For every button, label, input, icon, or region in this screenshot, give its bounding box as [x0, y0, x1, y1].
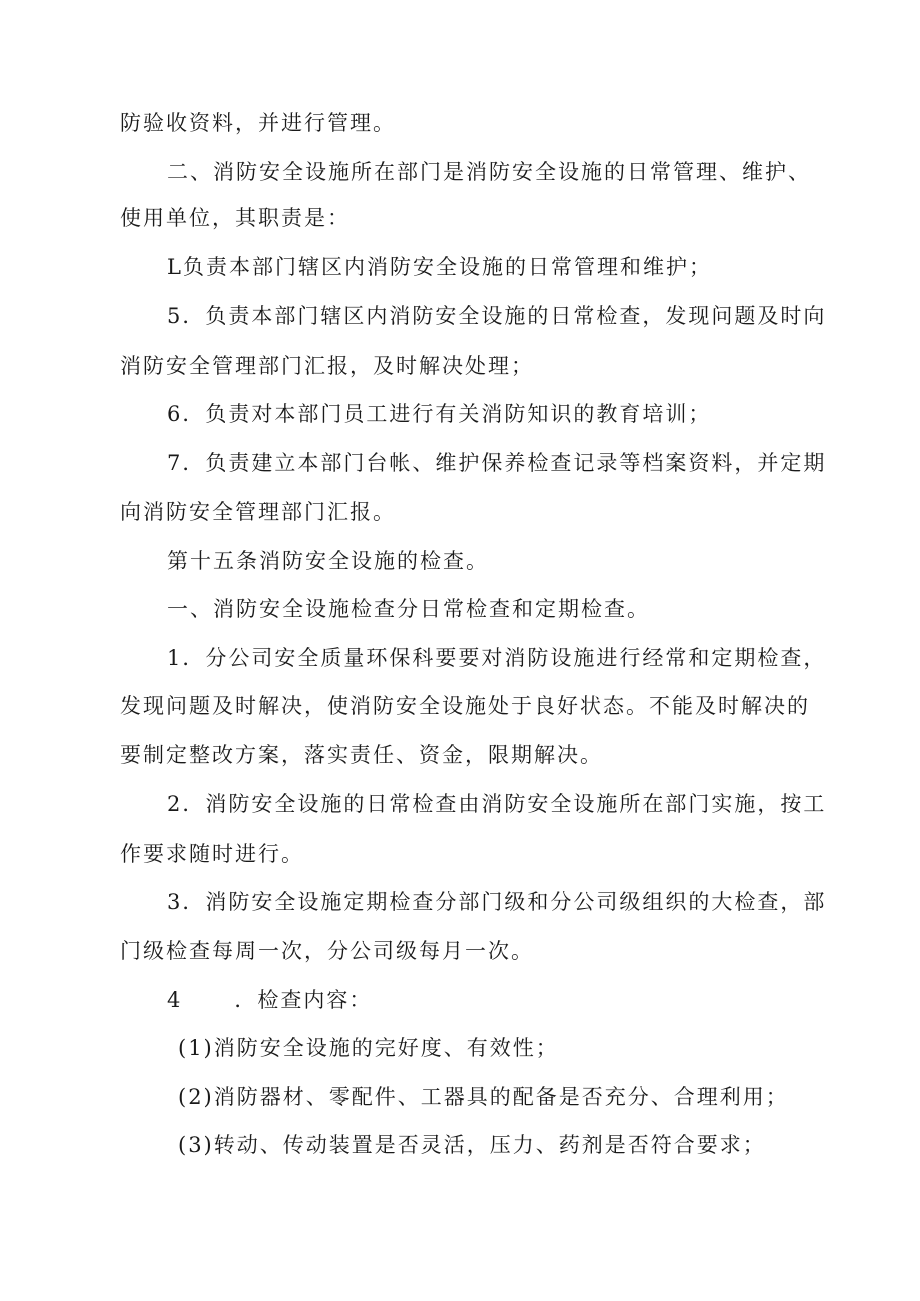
text-line: 发现问题及时解决，使消防安全设施处于良好状态。不能及时解决的	[120, 694, 810, 718]
text-line: 消防安全管理部门汇报，及时解决处理；	[120, 354, 534, 378]
text-line: 作要求随时进行。	[120, 842, 304, 866]
text-line: 二、消防安全设施所在部门是消防安全设施的日常管理、维护、	[167, 160, 811, 184]
text-line: 3．消防安全设施定期检查分部门级和分公司级组织的大检查，部	[167, 890, 827, 914]
text-line: 一、消防安全设施检查分日常检查和定期检查。	[167, 597, 650, 621]
list-item: (2)消防器材、零配件、工器具的配备是否充分、合理利用；	[178, 1085, 789, 1109]
text-line: 1．分公司安全质量环保科要要对消防设施进行经常和定期检查，	[167, 646, 827, 670]
item-number: 4	[167, 988, 183, 1012]
section-heading: 第十五条消防安全设施的检查。	[167, 549, 489, 573]
list-item: (3)转动、传动装置是否灵活，压力、药剂是否符合要求；	[178, 1133, 766, 1157]
list-item: (1)消防安全设施的完好度、有效性；	[178, 1036, 559, 1060]
text-line: 门级检查每周一次，分公司级每月一次。	[120, 939, 534, 963]
text-line: 使用单位，其职责是：	[120, 206, 350, 230]
text-line: 防验收资料，并进行管理。	[120, 111, 396, 135]
text-line: 2．消防安全设施的日常检查由消防安全设施所在部门实施，按工	[167, 792, 827, 816]
text-line: 要制定整改方案，落实责任、资金，限期解决。	[120, 743, 603, 767]
text-line: 5．负责本部门辖区内消防安全设施的日常检查，发现问题及时向	[167, 304, 827, 328]
text-line: 向消防安全管理部门汇报。	[120, 500, 396, 524]
text-line: 6．负责对本部门员工进行有关消防知识的教育培训；	[167, 402, 712, 426]
text-line	[167, 986, 372, 1014]
text-line: 7．负责建立本部门台帐、维护保养检查记录等档案资料，并定期	[167, 451, 827, 475]
text-line: L负责本部门辖区内消防安全设施的日常管理和维护；	[167, 255, 712, 279]
item-text: ．检查内容：	[234, 988, 373, 1012]
